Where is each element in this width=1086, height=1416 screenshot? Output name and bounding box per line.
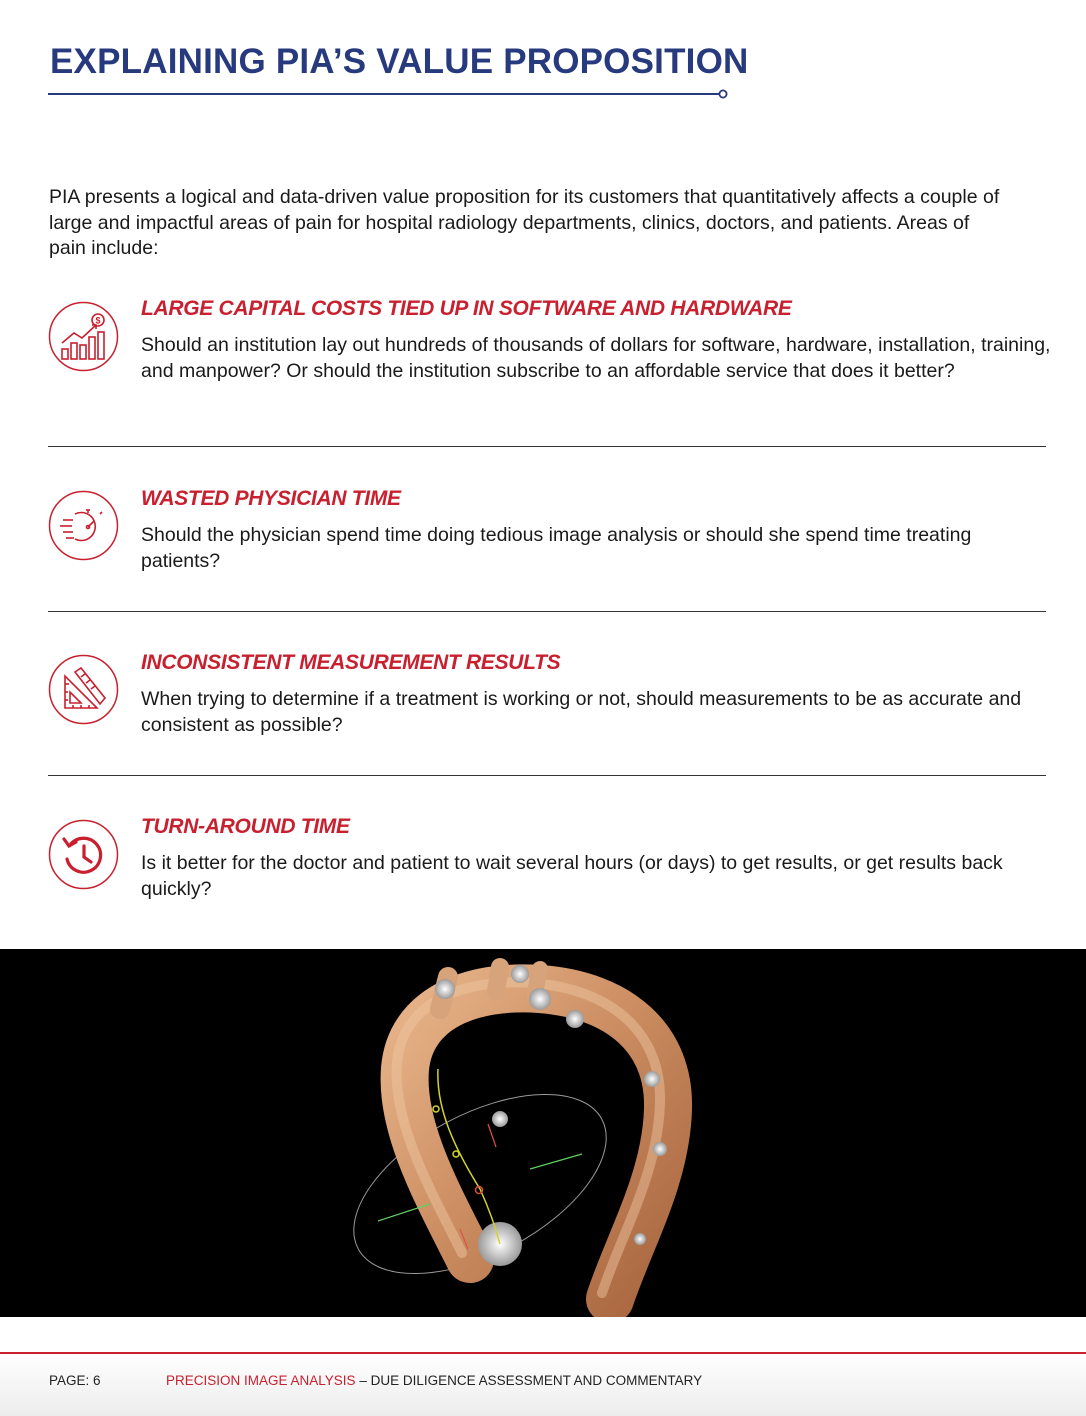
title-underline: [48, 88, 728, 100]
pain-point-heading: INCONSISTENT MEASUREMENT RESULTS: [141, 651, 561, 674]
svg-text:$: $: [95, 315, 101, 326]
section-divider: [48, 775, 1046, 776]
pain-point-heading: TURN-AROUND TIME: [141, 815, 350, 838]
pain-point-description: Should the physician spend time doing tedious image analysis or should she spend time treating patients?: [141, 524, 972, 572]
aorta-3d-scan-image: [0, 949, 1086, 1317]
footer-separator: –: [355, 1373, 371, 1388]
pain-point-measurement: [48, 651, 1048, 751]
ruler-triangle-icon: [48, 654, 119, 725]
pain-point-capital-costs: [48, 297, 1051, 417]
pain-point-heading: LARGE CAPITAL COSTS TIED UP IN SOFTWARE AND HARDWARE: [141, 297, 792, 320]
pain-point-description: Should an institution lay out hundreds of thousands of dollars for software, hardware, installation, training, and manpower? Or should the institution subscribe to an affordable service that does it better?: [141, 334, 1051, 382]
pain-point-description: Is it better for the doctor and patient to wait several hours (or days) to get results, or get results back quickly?: [141, 852, 1003, 900]
capital-costs-chart-icon: [48, 301, 119, 372]
pain-point-heading: WASTED PHYSICIAN TIME: [141, 487, 401, 510]
page-title: EXPLAINING PIA’S VALUE PROPOSITION: [50, 42, 749, 81]
intro-paragraph: PIA presents a logical and data-driven value proposition for its customers that quantitatively affects a couple of large and impactful areas of pain for hospital radiology departments, clinics, doctors, and patients. Areas of pain include:: [49, 186, 1000, 259]
footer-description: DUE DILIGENCE ASSESSMENT AND COMMENTARY: [370, 1373, 703, 1388]
pain-point-description: When trying to determine if a treatment is working or not, should measurements to be as accurate and consistent as possible?: [141, 688, 1022, 736]
pain-point-physician-time: [48, 487, 1048, 587]
footer-title: [166, 1373, 702, 1388]
page-number: PAGE: 6: [49, 1373, 101, 1388]
section-divider: [48, 446, 1046, 447]
stopwatch-icon: [48, 490, 119, 561]
clock-rewind-icon: [48, 819, 119, 890]
pain-point-turnaround: [48, 815, 1048, 915]
footer-brand: PRECISION IMAGE ANALYSIS: [166, 1373, 356, 1388]
section-divider: [48, 611, 1046, 612]
page-footer: [0, 1352, 1086, 1416]
